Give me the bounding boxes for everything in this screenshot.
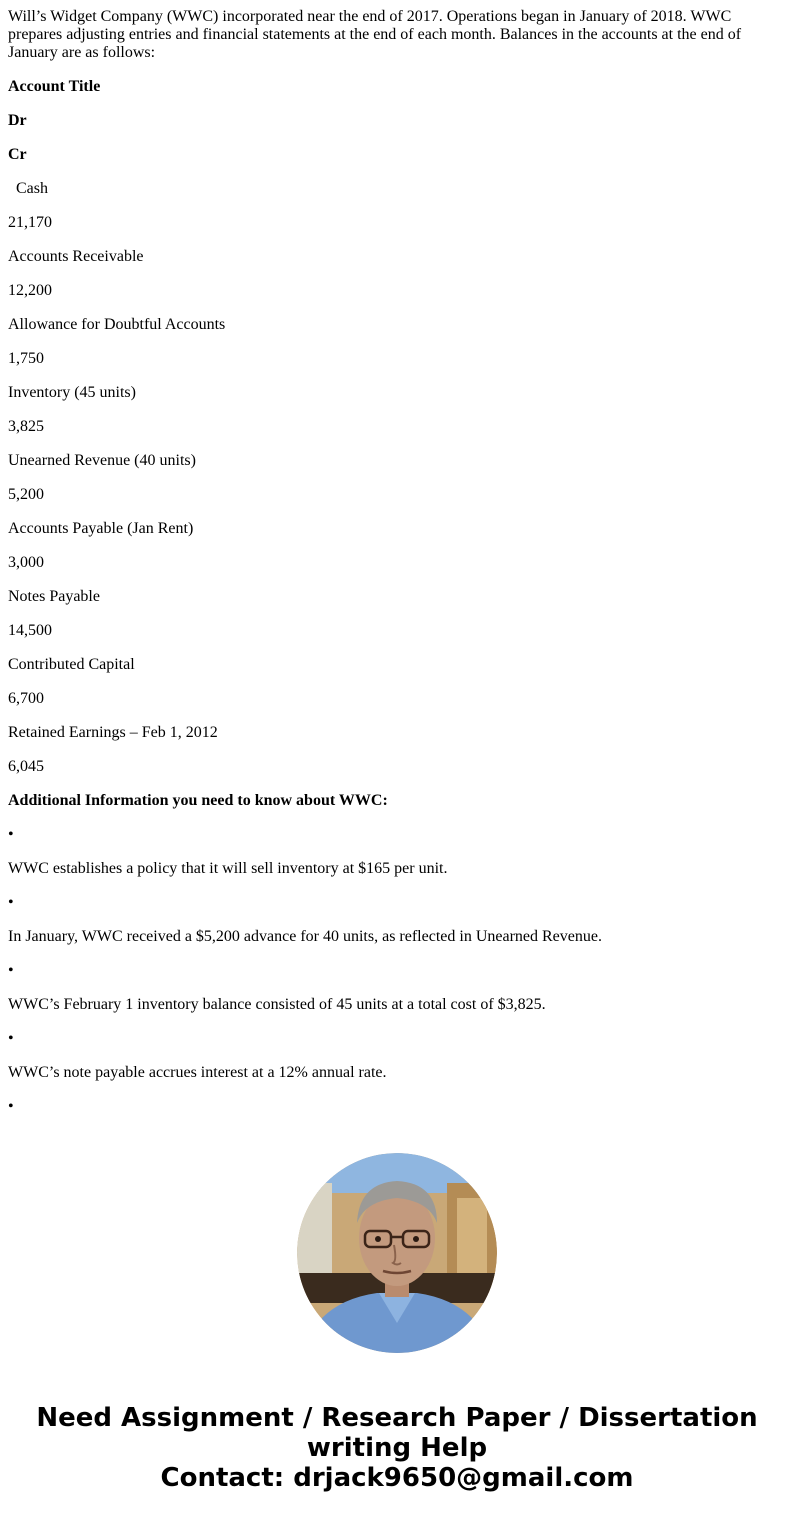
account-amount: 21,170 xyxy=(8,214,52,231)
account-title: Retained Earnings – Feb 1, 2012 xyxy=(8,724,218,741)
table-header-account-title: Account Title xyxy=(8,78,101,95)
bullet-icon: • xyxy=(8,894,14,911)
account-title: Contributed Capital xyxy=(8,656,135,673)
additional-info-item: WWC establishes a policy that it will sell inventory at $165 per unit. xyxy=(8,860,448,877)
account-amount: 3,000 xyxy=(8,554,44,571)
account-amount: 14,500 xyxy=(8,622,52,639)
account-title: Allowance for Doubtful Accounts xyxy=(8,316,226,333)
account-title: Unearned Revenue (40 units) xyxy=(8,452,196,469)
bullet-icon: • xyxy=(8,1030,14,1047)
bullet-icon: • xyxy=(8,826,14,843)
intro-paragraph: Will’s Widget Company (WWC) incorporated near the end of 2017. Operations began in January of 2018. WWC prepares adjusting entries and financial statements at the end of each month. Balances in the accounts at the end of January are as follows: xyxy=(8,8,742,61)
account-amount: 1,750 xyxy=(8,350,44,367)
promo-line: writing Help xyxy=(306,1433,488,1463)
account-title: Accounts Payable (Jan Rent) xyxy=(8,520,194,537)
account-amount: 12,200 xyxy=(8,282,52,299)
promo-contact-email: Contact: drjack9650@gmail.com xyxy=(160,1463,634,1493)
account-title: Notes Payable xyxy=(8,588,100,605)
account-amount: 3,825 xyxy=(8,418,44,435)
account-title: Inventory (45 units) xyxy=(8,384,136,401)
additional-info-heading: Additional Information you need to know about WWC: xyxy=(8,792,388,809)
bullet-icon: • xyxy=(8,962,14,979)
promo-line: Need Assignment / Research Paper / Dissertation xyxy=(36,1403,758,1433)
avatar xyxy=(297,1153,497,1353)
account-title: Accounts Receivable xyxy=(8,248,144,265)
avatar-portrait-image xyxy=(297,1153,497,1353)
account-amount: 5,200 xyxy=(8,486,44,503)
document-body xyxy=(8,8,786,1116)
bullet-icon: • xyxy=(8,1098,14,1115)
additional-info-item: WWC’s note payable accrues interest at a 12% annual rate. xyxy=(8,1064,387,1081)
account-amount: 6,700 xyxy=(8,690,44,707)
table-header-cr: Cr xyxy=(8,146,27,163)
promo-banner xyxy=(0,1403,794,1493)
account-amount: 6,045 xyxy=(8,758,44,775)
additional-info-item: WWC’s February 1 inventory balance consisted of 45 units at a total cost of $3,825. xyxy=(8,996,546,1013)
table-header-dr: Dr xyxy=(8,112,27,129)
additional-info-item: In January, WWC received a $5,200 advance for 40 units, as reflected in Unearned Revenue. xyxy=(8,928,602,945)
account-title: Cash xyxy=(16,180,48,197)
